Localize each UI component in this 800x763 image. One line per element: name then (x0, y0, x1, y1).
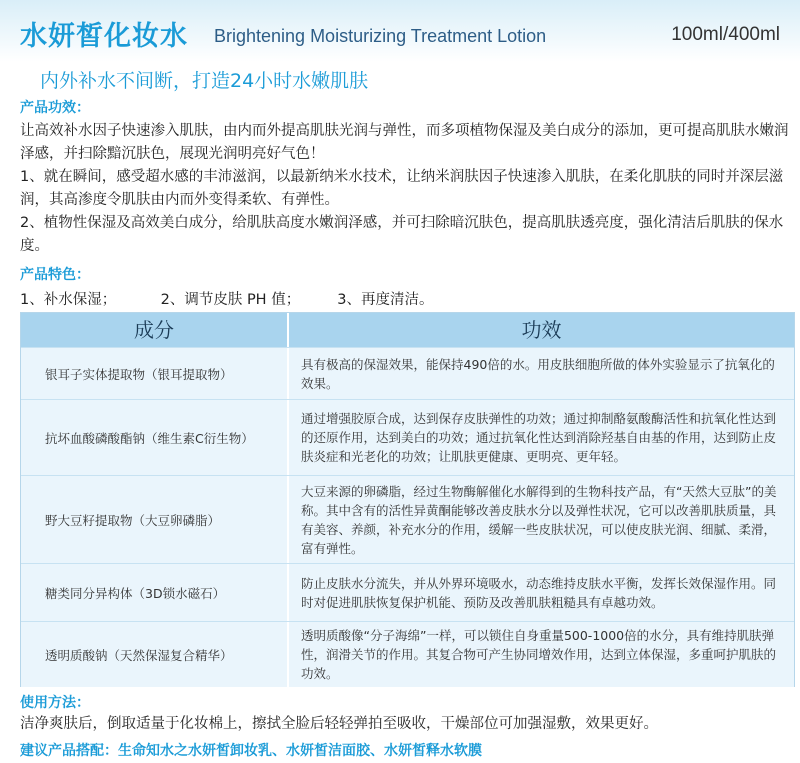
table-row (21, 347, 794, 399)
features-list (20, 288, 433, 309)
ingredient-effect: 透明质酸像“分子海绵”一样，可以锁住自身重量500-1000倍的水分，具有维持肌肤弹性，润滑关节的作用。其复合物可产生协同增效作用，达到立体保湿，多重呵护肌肤的功效。 (301, 628, 777, 681)
feature-item: 1、补水保湿； (20, 292, 117, 308)
ingredient-effect: 大豆来源的卵磷脂，经过生物酶解催化水解得到的生物科技产品，有“天然大豆肽”的美称。其中含有的活性异黄酮能够改善皮肤水分以及弹性状况，它可以改善肌肤质量，具有美容、养颜，补充水分的作用，缓解一些皮肤状况，可以使皮肤光润、细腻、柔滑，富有弹性。 (301, 483, 777, 556)
ingredient-name: 糖类同分异构体（3D锁水磁石） (45, 585, 226, 601)
ingredient-name: 抗坏血酸磷酸酯钠（维生素C衍生物） (45, 430, 254, 446)
ingredient-name: 野大豆籽提取物（大豆卵磷脂） (45, 512, 221, 528)
product-title-cn: 水妍皙化妆水 (20, 21, 188, 52)
features-label: 产品特色： (20, 267, 90, 283)
column-header-ingredient: 成分 (134, 318, 174, 342)
column-divider (287, 348, 289, 399)
product-title-en: Brightening Moisturizing Treatment Lotion (214, 26, 547, 46)
product-slogan: 内外补水不间断，打造24小时水嫩肌肤 (40, 70, 369, 92)
column-divider (287, 564, 289, 621)
feature-item: 2、调节皮肤 PH 值； (160, 292, 301, 308)
column-header-effect: 功效 (521, 318, 562, 342)
efficacy-paragraph-3: 2、植物性保湿及高效美白成分，给肌肤高度水嫩润泽感，并可扫除暗沉肤色，提高肌肤透亮度，强化清洁后肌肤的保水度。 (20, 215, 784, 254)
table-row (21, 475, 794, 563)
efficacy-paragraph-1: 让高效补水因子快速渗入肌肤，由内而外提高肌肤光润与弹性，而多项植物保湿及美白成分的添加，更可提高肌肤水嫩润泽感，并扫除黯沉肤色，展现光润明亮好气色！ (20, 123, 789, 162)
column-divider (287, 400, 289, 475)
efficacy-label: 产品功效： (20, 100, 90, 116)
recommended-pairing: 建议产品搭配：生命知水之水妍皙卸妆乳、水妍皙洁面胶、水妍皙释水软膜 (20, 743, 482, 759)
ingredient-effect: 具有极高的保湿效果，能保持490倍的水。用皮肤细胞所做的体外实验显示了抗氧化的效果。 (301, 356, 775, 391)
table-row (21, 399, 794, 475)
ingredient-name: 银耳子实体提取物（银耳提取物） (45, 366, 233, 382)
table-row (21, 621, 794, 687)
table-row (21, 563, 794, 621)
ingredient-effect: 通过增强胶原合成，达到保存皮肤弹性的功效；通过抑制酪氨酸酶活性和抗氧化性达到的还原作用，达到美白的功效；通过抗氧化性达到消除羟基自由基的作用，达到防止皮肤炎症和光老化的功效；让肌肤更健康、更明亮、更年轻。 (301, 411, 777, 464)
column-divider (287, 476, 289, 563)
usage-label: 使用方法： (20, 695, 90, 711)
ingredient-table (20, 312, 795, 687)
ingredient-name: 透明质酸钠（天然保湿复合精华） (45, 647, 233, 663)
feature-item: 3、再度清洁。 (337, 292, 434, 308)
usage-text: 洁净爽肤后，倒取适量于化妆棉上，擦拭全脸后轻轻弹拍至吸收，干燥部位可加强湿敷，效果更好。 (20, 716, 658, 732)
column-divider (287, 622, 289, 687)
product-volume: 100ml/400ml (671, 24, 780, 45)
ingredient-effect: 防止皮肤水分流失，并从外界环境吸水，动态维持皮肤水平衡，发挥长效保湿作用。同时对促进肌肤恢复保护机能、预防及改善肌肤粗糙具有卓越功效。 (301, 575, 777, 610)
ingredient-table-header (21, 313, 794, 347)
efficacy-paragraph-2: 1、就在瞬间，感受超水感的丰沛滋润，以最新纳米水技术，让纳米润肤因子快速渗入肌肤，在柔化肌肤的同时并深层滋润，其高渗度令肌肤由内而外变得柔软、有弹性。 (20, 169, 784, 208)
